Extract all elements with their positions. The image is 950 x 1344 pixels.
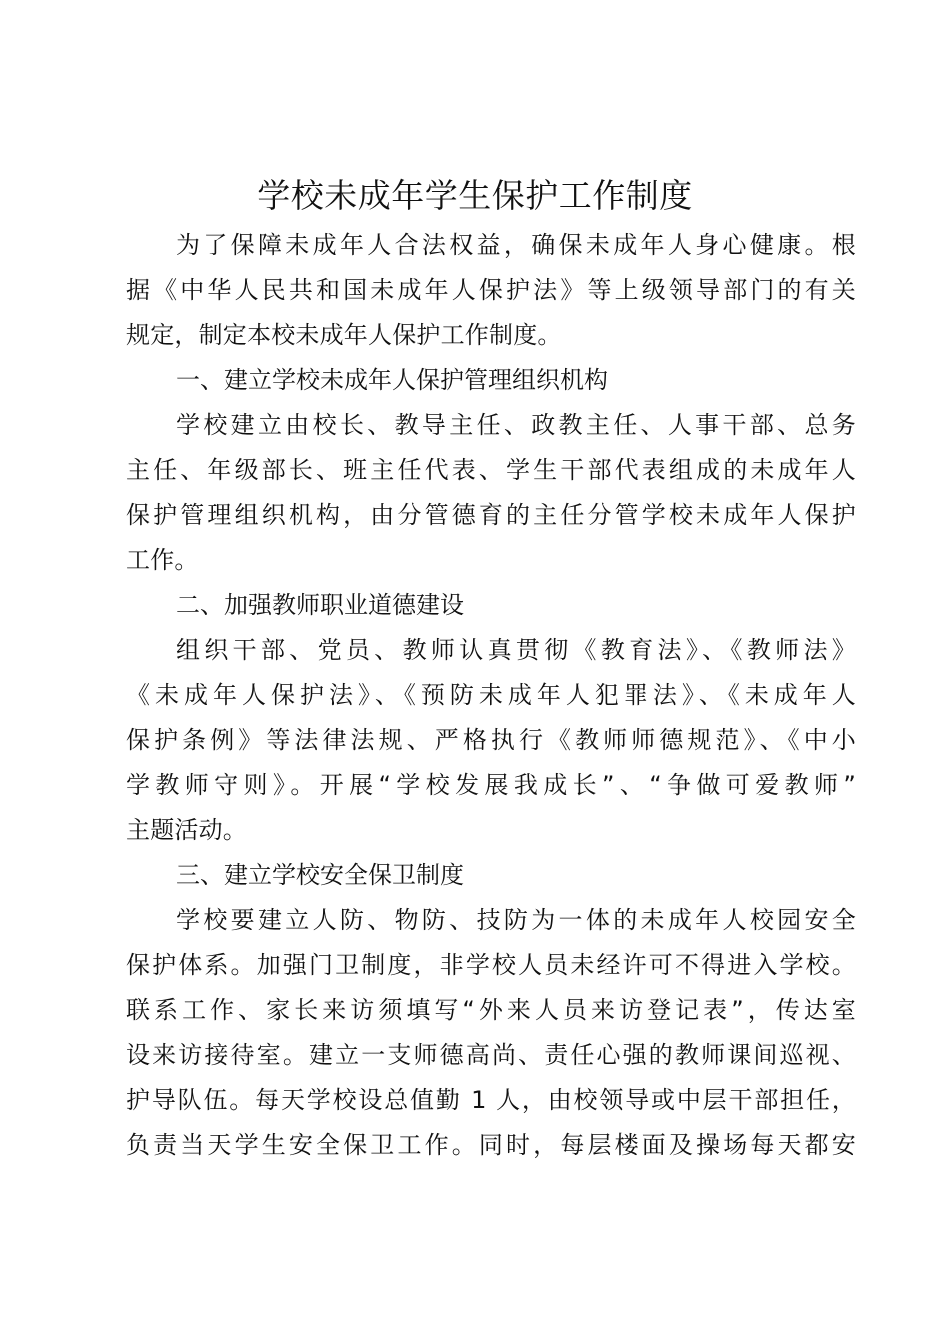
- paragraph-line: 负责当天学生安全保卫工作。同时，每层楼面及操场每天都安: [126, 1131, 856, 1159]
- paragraph-line: 保护条例》等法律法规、严格执行《教师师德规范》、《中小: [126, 726, 856, 754]
- paragraph-line: 护导队伍。每天学校设总值勤 1 人，由校领导或中层干部担任，: [126, 1086, 856, 1114]
- paragraph-line: 保护体系。加强门卫制度，非学校人员未经许可不得进入学校。: [126, 951, 856, 979]
- paragraph-line: 《未成年人保护法》、《预防未成年人犯罪法》、《未成年人: [126, 681, 856, 709]
- paragraph-line: 为了保障未成年人合法权益，确保未成年人身心健康。根: [176, 231, 856, 259]
- paragraph-line: 主题活动。: [126, 816, 247, 844]
- paragraph-line: 学教师守则》。开展“学校发展我成长”、“争做可爱教师”: [126, 771, 856, 799]
- paragraph-line: 工作。: [126, 546, 199, 574]
- section-heading: 一、建立学校未成年人保护管理组织机构: [176, 366, 608, 394]
- paragraph-line: 保护管理组织机构，由分管德育的主任分管学校未成年人保护: [126, 501, 856, 529]
- paragraph-line: 学校要建立人防、物防、技防为一体的未成年人校园安全: [176, 906, 856, 934]
- section-heading: 二、加强教师职业道德建设: [176, 591, 464, 619]
- document-title: 学校未成年学生保护工作制度: [257, 176, 693, 215]
- paragraph-line: 学校建立由校长、教导主任、政教主任、人事干部、总务: [176, 411, 856, 439]
- section-heading: 三、建立学校安全保卫制度: [176, 861, 464, 889]
- paragraph-line: 联系工作、家长来访须填写“外来人员来访登记表”，传达室: [126, 996, 856, 1024]
- paragraph-line: 设来访接待室。建立一支师德高尚、责任心强的教师课间巡视、: [126, 1041, 856, 1069]
- paragraph-line: 组织干部、党员、教师认真贯彻《教育法》、《教师法》: [176, 636, 856, 664]
- paragraph-line: 主任、年级部长、班主任代表、学生干部代表组成的未成年人: [126, 456, 856, 484]
- paragraph-line: 规定，制定本校未成年人保护工作制度。: [126, 321, 562, 349]
- paragraph-line: 据《中华人民共和国未成年人保护法》等上级领导部门的有关: [126, 276, 856, 304]
